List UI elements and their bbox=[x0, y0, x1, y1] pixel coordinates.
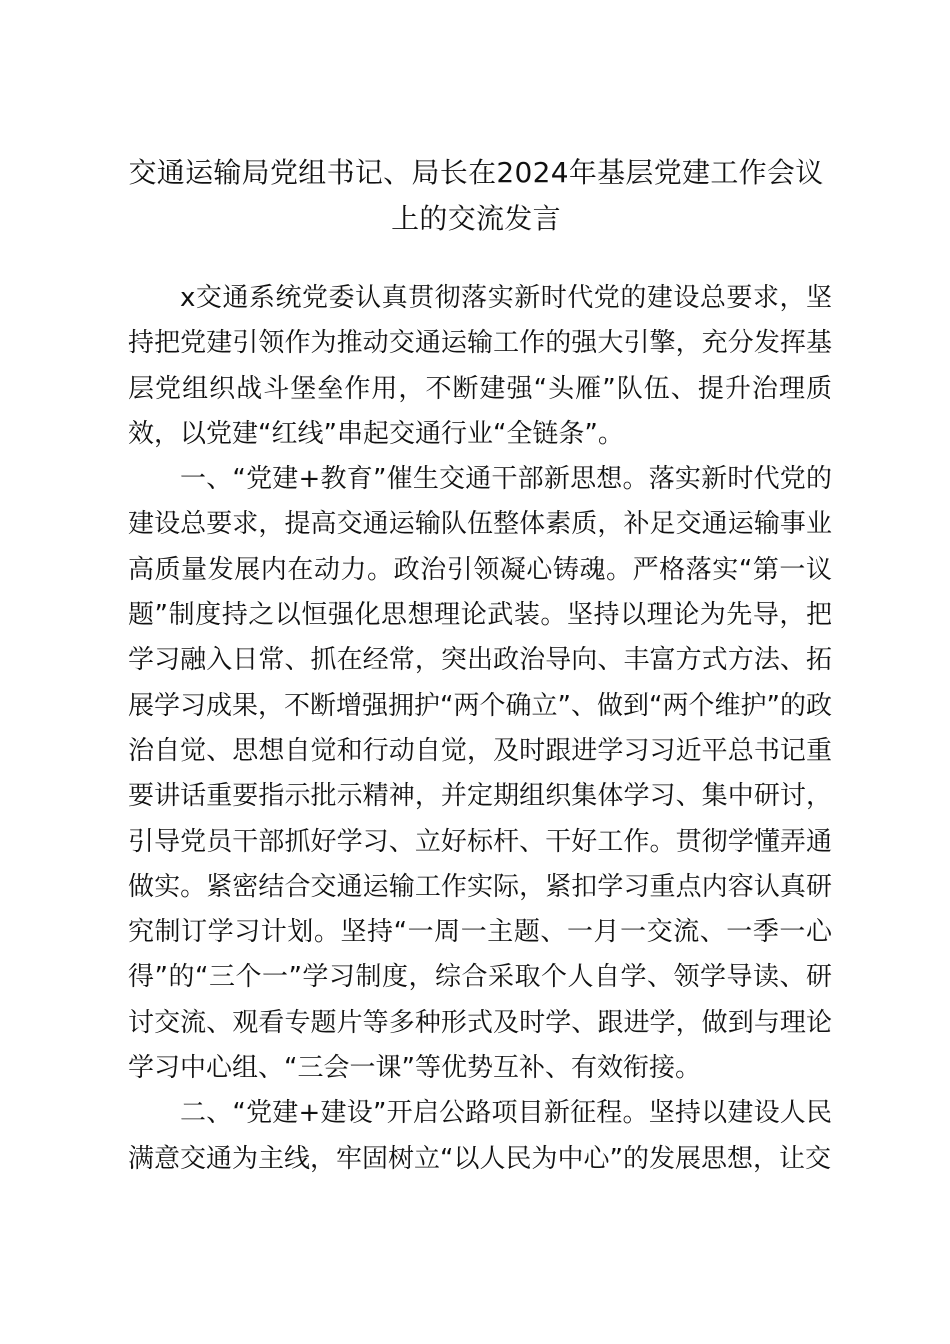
paragraph-section-two: 二、“党建+建设”开启公路项目新征程。坚持以建设人民满意交通为主线，牢固树立“以人民为中心”的发展思想，让交 bbox=[128, 1098, 832, 1174]
document-body bbox=[128, 276, 832, 1182]
paragraph-section-one: 一、“党建+教育”催生交通干部新思想。落实新时代党的建设总要求，提高交通运输队伍整体素质，补足交通运输事业高质量发展内在动力。政治引领凝心铸魂。严格落实“第一议题”制度持之以恒强化思想理论武装。坚持以理论为先导，把学习融入日常、抓在经常，突出政治导向、丰富方式方法、拓展学习成果，不断增强拥护“两个确立”、做到“两个维护”的政治自觉、思想自觉和行动自觉，及时跟进学习习近平总书记重要讲话重要指示批示精神，并定期组织集体学习、集中研讨，引导党员干部抓好学习、立好标杆、干好工作。贯彻学懂弄通做实。紧密结合交通运输工作实际，紧扣学习重点内容认真研究制订学习计划。坚持“一周一主题、一月一交流、一季一心得”的“三个一”学习制度，综合采取个人自学、领学导读、研讨交流、观看专题片等多种形式及时学、跟进学，做到与理论学习中心组、“三会一课”等优势互补、有效衔接。 bbox=[128, 464, 832, 1084]
document-title: 交通运输局党组书记、局长在2024年基层党建工作会议上的交流发言 bbox=[128, 156, 824, 235]
paragraph-intro: x交通系统党委认真贯彻落实新时代党的建设总要求，坚持把党建引领作为推动交通运输工作的强大引擎，充分发挥基层党组织战斗堡垒作用，不断建强“头雁”队伍、提升治理质效，以党建“红线”串起交通行业“全链条”。 bbox=[128, 283, 832, 449]
